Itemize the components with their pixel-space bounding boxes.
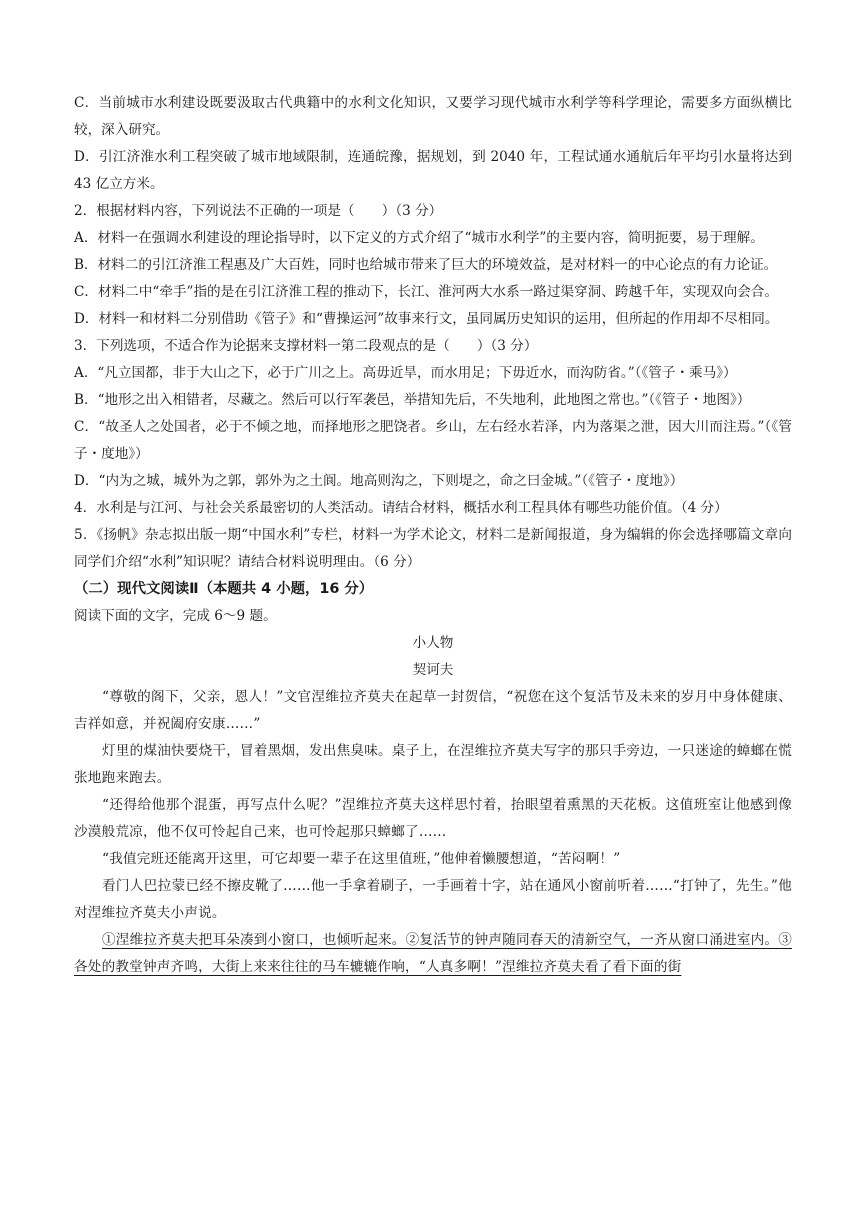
question-5: 5．《扬帆》杂志拟出版一期“中国水利”专栏，材料一为学术论文，材料二是新闻报道，身为编辑的你会选择哪篇文章向同学们介绍“水利”知识呢？请结合材料说明理由。（6 分）: [74, 527, 792, 570]
story-paragraph: 灯里的煤油快要烧干，冒着黑烟，发出焦臭味。桌子上，在涅维拉齐莫夫写字的那只手旁边，一只迷途的蟑螂在慌张地跑来跑去。: [74, 743, 792, 786]
option-d-q2: D．材料一和材料二分别借助《管子》和“曹操运河”故事来行文，虽同属历史知识的运用，但所起的作用却不尽相同。: [74, 311, 779, 327]
section-heading: （二）现代文阅读Ⅱ（本题共 4 小题，16 分）: [74, 581, 374, 597]
option-c-q1: C．当前城市水利建设既要汲取古代典籍中的水利文化知识，又要学习现代城市水利学等科学理论，需要多方面纵横比较，深入研究。: [74, 95, 792, 138]
question-4: 4．水利是与江河、与社会关系最密切的人类活动。请结合材料，概括水利工程具体有哪些功能价值。（4 分）: [74, 500, 728, 516]
story-paragraph: “尊敬的阁下，父亲，恩人！”文官涅维拉齐莫夫在起草一封贺信，“祝您在这个复活节及未来的岁月中身体健康、吉祥如意，并祝阖府安康……”: [74, 689, 792, 732]
option-a-q3: A．“凡立国都，非于大山之下，必于广川之上。高毋近旱，而水用足；下毋近水，而沟防省。”（《管子・乘马》）: [74, 365, 737, 381]
underlined-passage: ①涅维拉齐莫夫把耳朵凑到小窗口，也倾听起来。②复活节的钟声随同春天的清新空气，一齐从窗口涌进室内。③各处的教堂钟声齐鸣，大街上来来往往的马车辘辘作响，“人真多啊！”涅维拉齐莫夫看了看下面的街: [74, 932, 792, 975]
document-page: [74, 90, 792, 981]
option-d-q3: D．“内为之城，城外为之郭，郭外为之土阆。地高则沟之，下则堤之，命之曰金城。”（《管子・度地》）: [74, 473, 684, 489]
reading-instruction: 阅读下面的文字，完成 6～9 题。: [74, 608, 277, 624]
question-2: 2．根据材料内容，下列说法不正确的一项是（ ）（3 分）: [74, 203, 443, 219]
option-c-q3: C．“故圣人之处国者，必于不倾之地，而择地形之肥饶者。乡山，左右经水若泽，内为落渠之泄，因大川而注焉。”（《管子・度地》）: [74, 419, 792, 462]
option-d-q1: D．引江济淮水利工程突破了城市地域限制，连通皖豫，据规划，到 2040 年，工程试通水通航后年平均引水量将达到 43 亿立方米。: [74, 149, 792, 192]
story-paragraph: “还得给他那个混蛋，再写点什么呢？”涅维拉齐莫夫这样思忖着，抬眼望着熏黑的天花板。这值班室让他感到像沙漠般荒凉，他不仅可怜起自己来，也可怜起那只蟑螂了……: [74, 797, 792, 840]
option-a-q2: A．材料一在强调水利建设的理论指导时，以下定义的方式介绍了“城市水利学”的主要内容，简明扼要，易于理解。: [74, 230, 764, 246]
story-author: 契诃夫: [412, 662, 454, 678]
option-c-q2: C．材料二中“牵手”指的是在引江济淮工程的推动下，长江、淮河两大水系一路过渠穿洞、跨越千年，实现双向会合。: [74, 284, 778, 300]
question-3: 3．下列选项，不适合作为论据来支撑材料一第二段观点的是（ ）（3 分）: [74, 338, 538, 354]
option-b-q3: B．“地形之出入相错者，尽藏之。然后可以行军袭邑，举措知先后，不失地利，此地图之常也。”（《管子・地图》）: [74, 392, 751, 408]
underlined-story-paragraph: [74, 927, 792, 981]
story-title: 小人物: [412, 635, 454, 651]
story-paragraph: 看门人巴拉蒙已经不擦皮靴了……他一手拿着刷子，一手画着十字，站在通风小窗前听着……“打钟了，先生。”他对涅维拉齐莫夫小声说。: [74, 878, 792, 921]
option-b-q2: B．材料二的引江济淮工程惠及广大百姓，同时也给城市带来了巨大的环境效益，是对材料一的中心论点的有力论证。: [74, 257, 778, 273]
story-paragraph: “我值完班还能离开这里，可它却要一辈子在这里值班，”他伸着懒腰想道，“苦闷啊！”: [102, 851, 621, 867]
